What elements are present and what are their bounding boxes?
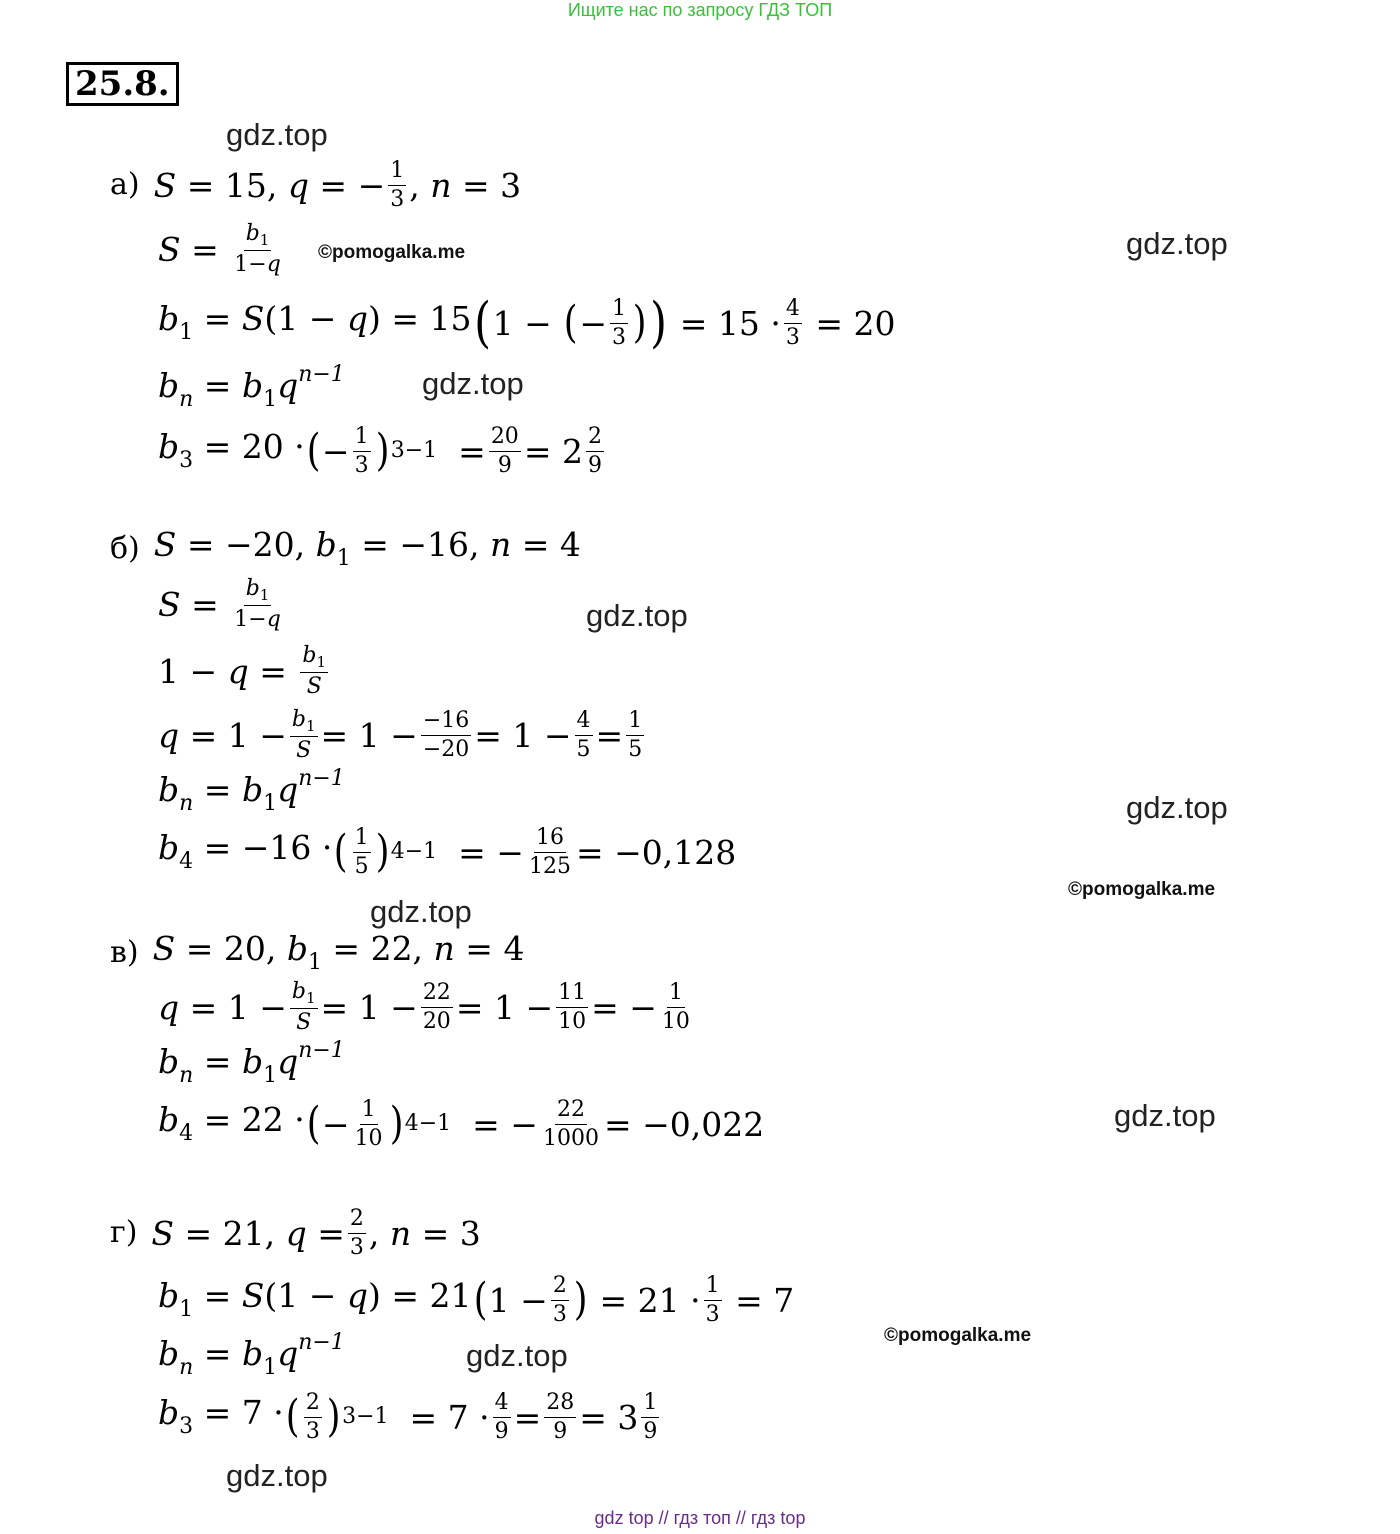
gdz-watermark: gdz.top bbox=[226, 1458, 328, 1493]
gdz-watermark: gdz.top bbox=[466, 1338, 568, 1373]
gdz-watermark: gdz.top bbox=[422, 366, 524, 401]
pomogalka-watermark: ©pomogalka.me bbox=[318, 242, 466, 263]
part-a-b3: $b_3 = 20$ · ( − $\frac{1}{3}$ ) 3−1 = $\frac{20}{9}$ = 2 $\frac{2}{9}$ bbox=[158, 424, 602, 478]
part-b-q: q = 1 − $\frac{b_1}{S}$ = 1 − $\frac{-16}{-20}$ = 1 − $\frac{4}{5}$ = $\frac{1}{5}$ bbox=[158, 706, 643, 764]
part-a-b1: $b_1 = S(1 - q) = 15$ ( 1 − ( − $\frac{1}{3}$ ) ) = 15 · $\frac{4}{3}$ = 20 bbox=[158, 291, 896, 354]
pomogalka-watermark: ©pomogalka.me bbox=[884, 1325, 1032, 1346]
gdz-watermark: gdz.top bbox=[1126, 790, 1228, 825]
gdz-watermark: gdz.top bbox=[1126, 226, 1228, 261]
gdz-watermark: gdz.top bbox=[586, 598, 688, 633]
part-a-bn: $b_n = b_1q^{n-1}$ bbox=[158, 361, 345, 412]
part-g-b1: $b_1 = S(1 - q) = 21$ ( 1 − $\frac{2}{3}$ ) = 21 · $\frac{1}{3}$ = 7 bbox=[158, 1273, 795, 1327]
part-a-given: а) S = 15, q = − $\frac{1}{3}$ , n = 3 bbox=[110, 158, 522, 212]
top-banner: Ищите нас по запросу ГДЗ ТОП bbox=[567, 0, 833, 20]
part-g-given: г) S = 21, q = $\frac{2}{3}$ , n = 3 bbox=[110, 1206, 481, 1260]
part-b-one-minus-q: 1 − q = $\frac{b_1}{S}$ bbox=[158, 642, 327, 700]
part-v-given: в) S = 20, $b_1 = 22$, n = 4 bbox=[110, 929, 525, 975]
part-g-label: г) bbox=[110, 1215, 138, 1250]
part-b-given: б) S = −20, $b_1 = -16$, n = 4 bbox=[110, 525, 581, 571]
problem-number: 25.8. bbox=[66, 62, 179, 106]
part-b-bn: $b_n = b_1q^{n-1}$ bbox=[158, 765, 345, 816]
part-v-label: в) bbox=[110, 935, 139, 970]
footer-links: gdz top // гдз топ // гдз top bbox=[594, 1508, 806, 1528]
gdz-watermark: gdz.top bbox=[370, 894, 472, 929]
part-a-label: а) bbox=[110, 167, 140, 202]
part-v-q: q = 1 − $\frac{b_1}{S}$ = 1 − $\frac{22}{20}$ = 1 − $\frac{11}{10}$ = − $\frac{1}{10}$ bbox=[158, 978, 690, 1036]
part-v-bn: $b_n = b_1q^{n-1}$ bbox=[158, 1037, 345, 1088]
pomogalka-watermark: ©pomogalka.me bbox=[1068, 879, 1216, 900]
gdz-watermark: gdz.top bbox=[1114, 1098, 1216, 1133]
part-b-b4: $b_4 = -16$ · ( $\frac{1}{5}$ ) 4−1 = − $\frac{16}{125}$ = −0,128 bbox=[158, 825, 737, 879]
gdz-watermark: gdz.top bbox=[226, 117, 328, 152]
part-b-label: б) bbox=[110, 531, 140, 566]
part-v-b4: $b_4 = 22$ · ( − $\frac{1}{10}$ ) 4−1 = − $\frac{22}{1000}$ = −0,022 bbox=[158, 1097, 765, 1151]
part-a-formula-sum: S = $\frac{b_1}{1-q}$ bbox=[158, 220, 281, 278]
part-b-formula-sum: S = $\frac{b_1}{1-q}$ bbox=[158, 575, 281, 633]
part-g-b3: $b_3 = 7$ · ( $\frac{2}{3}$ ) 3−1 = 7 · $\frac{4}{9}$ = $\frac{28}{9}$ = 3 $\frac{1}{9}$ bbox=[158, 1390, 658, 1444]
part-g-bn: $b_n = b_1q^{n-1}$ bbox=[158, 1329, 345, 1380]
